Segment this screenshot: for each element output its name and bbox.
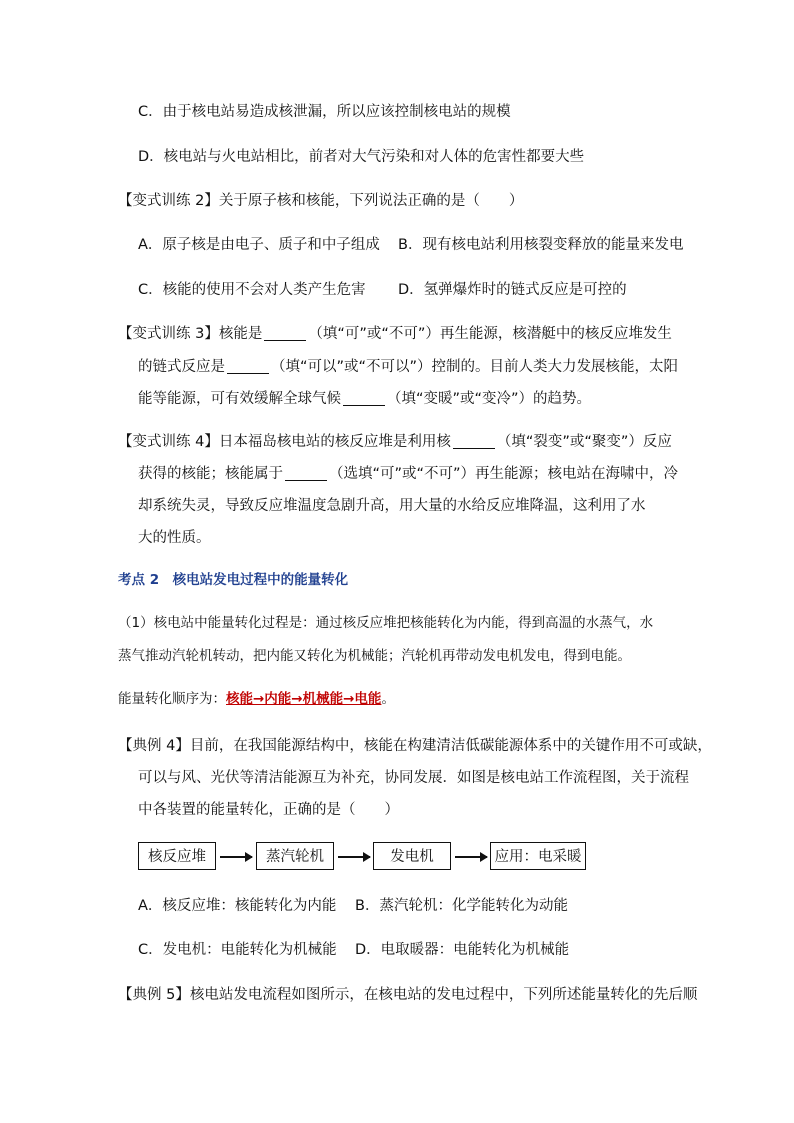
question-2-option-a: A．原子核是由电子、质子和中子组成 xyxy=(138,237,380,253)
question-2-title: 【变式训练 2】关于原子核和核能，下列说法正确的是（ ） xyxy=(118,193,524,209)
question-2-option-c: C．核能的使用不会对人类产生危害 xyxy=(138,282,366,298)
example-4-option-a: A．核反应堆：核能转化为内能 xyxy=(138,898,337,914)
fill-blank[interactable] xyxy=(285,466,327,481)
flow-box-generator: 发电机 xyxy=(373,842,451,870)
question-4-line-3: 却系统失灵，导致反应堆温度急剧升高，用大量的水给反应堆降温，这利用了水 xyxy=(138,498,646,514)
q4-text-2a: 获得的核能；核能属于 xyxy=(138,466,283,482)
question-3-line-3 xyxy=(138,388,591,410)
q3-text-3b: （填“变暖”或“变冷”）的趋势。 xyxy=(387,391,592,407)
q3-text-1b: （填“可”或“不可”）再生能源，核潜艇中的核反应堆发生 xyxy=(308,326,672,342)
example-4-line-3: 中各装置的能量转化，正确的是（ ） xyxy=(138,802,399,818)
section-heading: 考点 2 核电站发电过程中的能量转化 xyxy=(118,572,349,588)
q3-text-1a: 【变式训练 3】核能是 xyxy=(118,326,263,342)
q3-text-2a: 的链式反应是 xyxy=(138,359,225,375)
example-4-option-d: D．电取暖器：电能转化为机械能 xyxy=(355,942,570,958)
paragraph-line-1: （1）核电站中能量转化过程是：通过核反应堆把核能转化为内能，得到高温的水蒸气，水 xyxy=(118,615,654,631)
flow-box-turbine: 蒸汽轮机 xyxy=(256,842,334,870)
question-2-option-d: D．氢弹爆炸时的链式反应是可控的 xyxy=(398,282,627,298)
question-3-line-1 xyxy=(118,323,672,345)
energy-order xyxy=(118,688,395,710)
question-4-line-2 xyxy=(138,463,678,485)
q3-text-3a: 能等能源，可有效缓解全球气候 xyxy=(138,391,341,407)
fill-blank[interactable] xyxy=(264,326,306,341)
fill-blank[interactable] xyxy=(453,434,495,449)
q4-text-1b: （填“裂变”或“聚变”）反应 xyxy=(496,434,672,450)
flow-arrow xyxy=(220,856,252,858)
example-4-option-c: C．发电机：电能转化为机械能 xyxy=(138,942,337,958)
energy-order-end: 。 xyxy=(381,691,395,707)
q3-text-2b: （填“可以”或“不可以”）控制的。目前人类大力发展核能，太阳 xyxy=(271,359,679,375)
question-2-option-b: B．现有核电站利用核裂变释放的能量来发电 xyxy=(398,237,684,253)
example-5-line-1: 【典例 5】核电站发电流程如图所示，在核电站的发电过程中，下列所述能量转化的先后顺 xyxy=(118,987,698,1003)
flow-box-application: 应用：电采暖 xyxy=(490,842,586,870)
question-4-line-1 xyxy=(118,431,672,453)
q4-text-2b: （选填“可”或“不可”）再生能源；核电站在海啸中，冷 xyxy=(329,466,679,482)
question-4-line-4: 大的性质。 xyxy=(138,530,211,546)
option-d: D．核电站与火电站相比，前者对大气污染和对人体的危害性都要大些 xyxy=(138,149,585,165)
energy-order-label: 能量转化顺序为： xyxy=(118,691,226,707)
flow-box-reactor: 核反应堆 xyxy=(138,842,216,870)
example-4-option-b: B．蒸汽轮机：化学能转化为动能 xyxy=(355,898,568,914)
option-c: C．由于核电站易造成核泄漏，所以应该控制核电站的规模 xyxy=(138,104,511,120)
flow-arrow xyxy=(455,856,487,858)
example-4-line-2: 可以与风、光伏等清洁能源互为补充，协同发展．如图是核电站工作流程图，关于流程 xyxy=(138,770,689,786)
fill-blank[interactable] xyxy=(343,391,385,406)
question-3-line-2 xyxy=(138,356,678,378)
energy-order-value: 核能→内能→机械能→电能 xyxy=(226,691,382,707)
fill-blank[interactable] xyxy=(227,359,269,374)
flow-arrow xyxy=(338,856,370,858)
paragraph-line-2: 蒸气推动汽轮机转动，把内能又转化为机械能；汽轮机再带动发电机发电，得到电能。 xyxy=(118,648,631,664)
example-4-line-1: 【典例 4】目前，在我国能源结构中，核能在构建清洁低碳能源体系中的关键作用不可或缺， xyxy=(118,738,712,754)
q4-text-1a: 【变式训练 4】日本福岛核电站的核反应堆是利用核 xyxy=(118,434,451,450)
